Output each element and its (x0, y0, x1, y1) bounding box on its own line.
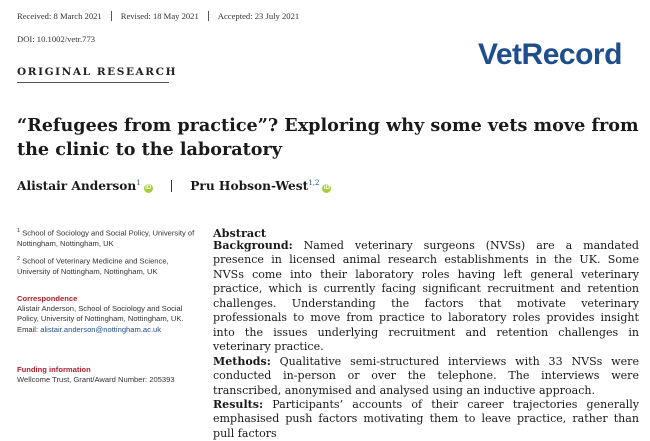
background-label: Background: (213, 239, 293, 252)
author-name[interactable]: Pru Hobson-West (190, 179, 309, 194)
background-text: Named veterinary surgeons (NVSs) are a mandated presence in licensed animal research establishments in the UK. Some NVSs come into their laboratory roles having left general veterinary practice, which is currently facing significant recruitment and retention challenges. Understanding the factors that motivate veterinary professionals to move from practice to laboratory roles provides insight into the issues underlying recruitment and retention challenges in veterinary practice. (213, 239, 639, 354)
results-label: Results: (213, 397, 264, 411)
doi[interactable]: DOI: 10.1002/vetr.773 (17, 34, 96, 44)
journal-logo[interactable]: VetRecord (478, 38, 622, 71)
funding-heading: Funding information (17, 365, 91, 374)
funding-text: Wellcome Trust, Grant/Award Number: 205393 (17, 375, 175, 385)
results-text: Participants’ accounts of their career trajectories generally emphasised push factors motivating them to leave practice, rather than pull factors (213, 397, 639, 440)
author-name[interactable]: Alistair Anderson (17, 179, 137, 194)
date-separator (208, 11, 209, 21)
orcid-icon[interactable]: iD (145, 185, 152, 192)
methods-label: Methods: (213, 354, 271, 368)
received-date: Received: 8 March 2021 (17, 11, 102, 21)
author-list (17, 179, 331, 193)
correspondence-block (17, 294, 197, 335)
affiliation-2 (17, 254, 197, 277)
author-separator (171, 180, 172, 192)
article-title: “Refugees from practice”? Exploring why some vets move from the clinic to the laboratory (17, 115, 639, 160)
section-label: ORIGINAL RESEARCH (17, 66, 178, 78)
funding-block (17, 365, 197, 385)
author-affiliation-ref: 1,2 (308, 179, 320, 187)
affiliation-text: School of Sociology and Social Policy, University of Nottingham, Nottingham, UK (17, 228, 195, 248)
accepted-date: Accepted: 23 July 2021 (217, 11, 300, 21)
methods-text: Qualitative semi-structured interviews with 33 NVSs were conducted in-person or over the telephone. The interviews were transcribed, anonymised and analysed using an inductive approach. (213, 354, 639, 397)
abstract-background (213, 239, 639, 355)
section-rule (17, 82, 169, 83)
publication-dates (17, 11, 299, 21)
correspondence-email-line (17, 325, 197, 335)
date-separator (111, 11, 112, 21)
affiliation-text: School of Veterinary Medicine and Science, University of Nottingham, Nottingham, UK (17, 256, 169, 276)
affiliation-number: 1 (17, 228, 21, 234)
orcid-icon[interactable]: iD (323, 185, 330, 192)
abstract-results (213, 398, 639, 441)
revised-date: Revised: 18 May 2021 (120, 11, 199, 21)
author-affiliation-ref: 1 (136, 179, 141, 187)
email-label: Email: (17, 324, 39, 334)
affiliation-1 (17, 226, 197, 249)
abstract-heading: Abstract (213, 226, 267, 240)
correspondence-heading: Correspondence (17, 294, 78, 303)
abstract-body (213, 239, 639, 441)
affiliation-number: 2 (17, 256, 21, 262)
email-link[interactable]: alistair.anderson@nottingham.ac.uk (40, 324, 162, 334)
correspondence-text: Alistair Anderson, School of Sociology and Social Policy, University of Nottingham, Nottingham, UK. (17, 304, 184, 324)
abstract-methods (213, 355, 639, 398)
